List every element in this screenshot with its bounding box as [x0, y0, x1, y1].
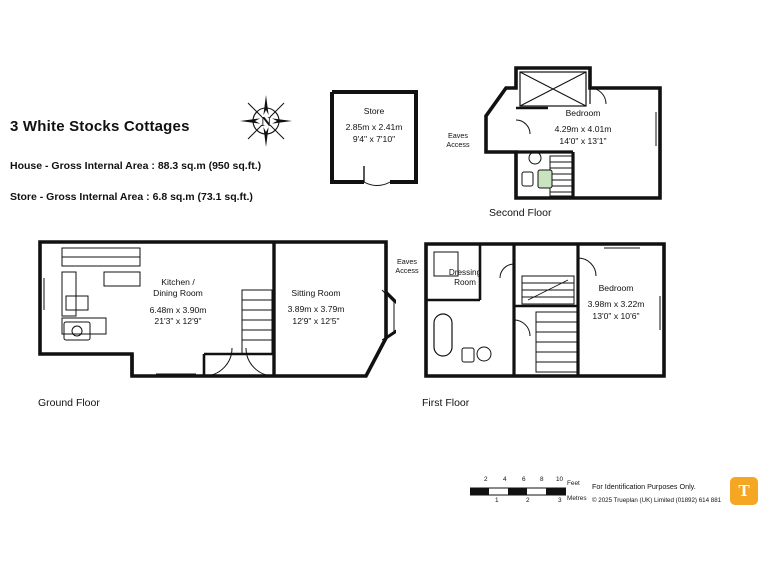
first-bedroom-label: [570, 283, 662, 322]
first-bedroom-dim-imperial: 13'0" x 10'6": [592, 310, 640, 321]
scale-metres-tick-2: 2: [526, 497, 530, 504]
second-bedroom-dim-imperial: 14'0" x 13'1": [559, 135, 607, 146]
scale-metres-tick-3: 3: [558, 497, 562, 504]
house-area-text: House - Gross Internal Area : 88.3 sq.m (950 sq.ft.): [10, 160, 262, 172]
second-floor-caption: Second Floor: [489, 207, 552, 219]
first-eaves-line2: Access: [395, 266, 419, 275]
scale-feet-tick-8: 8: [540, 476, 544, 483]
kitchen-name-line2: Dining Room: [153, 288, 203, 299]
second-bedroom-label: [538, 108, 628, 147]
dressing-room-label: [434, 268, 496, 289]
trueplan-logo-icon: T: [730, 477, 758, 505]
store-dim-imperial: 9'4" x 7'10": [352, 133, 396, 144]
identification-notice: For Identification Purposes Only.: [592, 482, 696, 491]
scale-feet-tick-6: 6: [522, 476, 526, 483]
scale-feet-tick-4: 4: [503, 476, 507, 483]
first-eaves-access-label: [385, 257, 429, 275]
first-eaves-line1: Eaves: [397, 257, 417, 266]
scale-metres-label: Metres: [567, 495, 587, 502]
scale-feet-tick-2: 2: [484, 476, 488, 483]
second-bedroom-name: Bedroom: [565, 108, 601, 118]
page-title: 3 White Stocks Cottages: [10, 118, 190, 135]
compass-north-letter: N: [260, 115, 272, 130]
sitting-dim-imperial: 12'9" x 12'5": [292, 315, 340, 326]
scale-feet-label: Feet: [567, 480, 580, 487]
sitting-room-label: [268, 288, 364, 327]
second-eaves-access-label: [436, 131, 480, 149]
store-room-label: [330, 106, 418, 145]
kitchen-dim-imperial: 21'3" x 12'9": [154, 316, 202, 327]
second-bedroom-dim-metric: 4.29m x 4.01m: [554, 124, 612, 135]
store-room-name: Store: [363, 106, 385, 116]
ground-floor-caption: Ground Floor: [38, 397, 100, 409]
sitting-room-name: Sitting Room: [291, 288, 341, 298]
first-bedroom-name: Bedroom: [598, 283, 634, 293]
dressing-name-line1: Dressing: [448, 268, 482, 277]
kitchen-name-line1: Kitchen /: [161, 277, 195, 287]
north-compass-icon: [238, 93, 294, 149]
second-eaves-line1: Eaves: [448, 131, 468, 140]
sitting-dim-metric: 3.89m x 3.79m: [287, 304, 345, 315]
kitchen-dim-metric: 6.48m x 3.90m: [149, 304, 207, 315]
scale-bar: [470, 478, 566, 512]
second-eaves-line2: Access: [446, 140, 470, 149]
first-floor-caption: First Floor: [422, 397, 470, 409]
store-dim-metric: 2.85m x 2.41m: [345, 122, 403, 133]
scale-metres-tick-1: 1: [495, 497, 499, 504]
first-bedroom-dim-metric: 3.98m x 3.22m: [587, 299, 645, 310]
store-area-text: Store - Gross Internal Area : 6.8 sq.m (73.1 sq.ft.): [10, 191, 253, 203]
dressing-name-line2: Room: [454, 278, 476, 288]
kitchen-dining-label: [130, 277, 226, 327]
copyright-notice: © 2025 Trueplan (UK) Limited (01892) 614 881: [592, 497, 722, 504]
scale-feet-tick-10: 10: [556, 476, 564, 483]
